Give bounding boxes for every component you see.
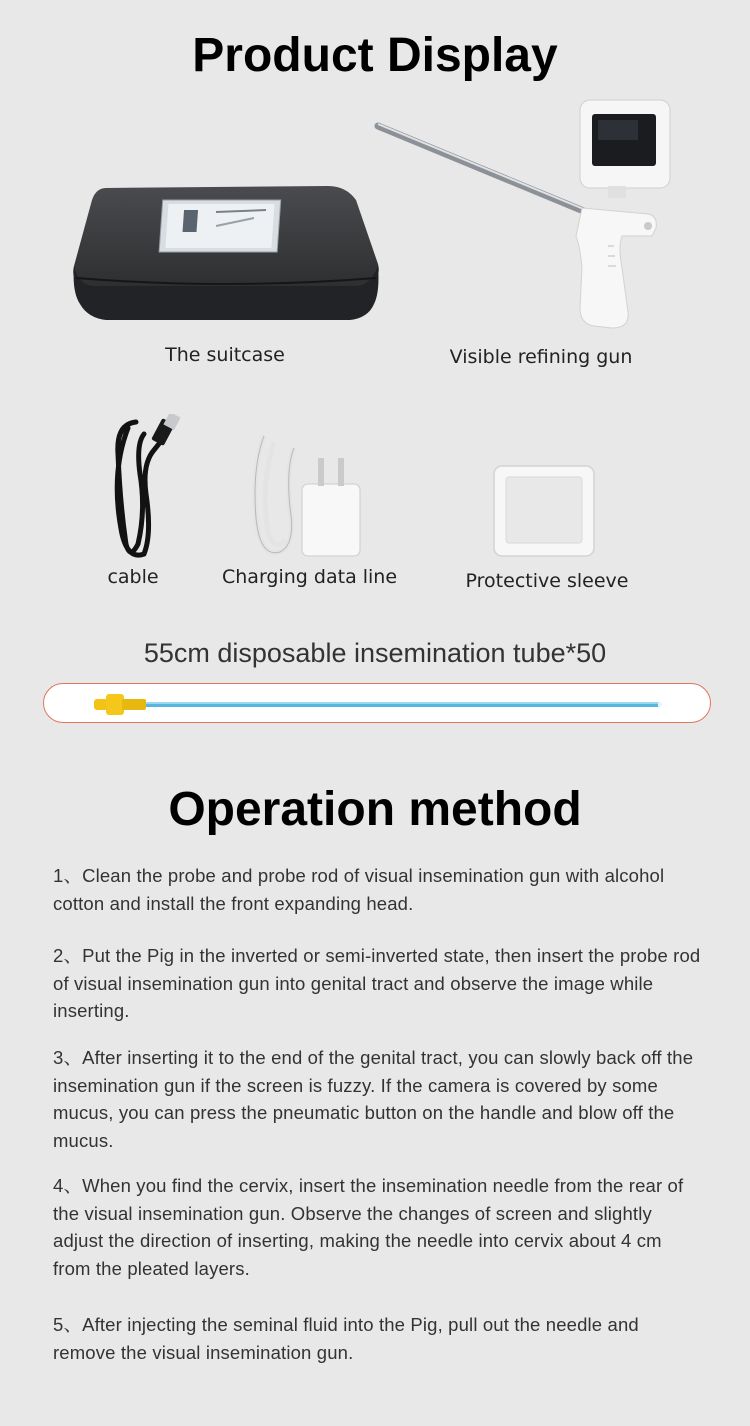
protective-sleeve-image [492, 464, 596, 558]
product-display-title: Product Display [192, 29, 558, 82]
suitcase-caption: The suitcase [165, 344, 285, 366]
usb-cable-image [106, 414, 186, 562]
gun-caption: Visible refining gun [449, 346, 633, 368]
step-1: 1、Clean the probe and probe rod of visual insemination gun with alcohol cotton and install the front expanding head. [53, 865, 665, 914]
insemination-tube-image [92, 690, 668, 720]
cable-caption: cable [107, 566, 159, 588]
charger-image [246, 428, 364, 560]
step-3: 3、After inserting it to the end of the genital tract, you can slowly back off the insemination gun if the screen is fuzzy. If the camera is covered by some mucus, you can press the pneumatic button on the handle and blow off the mucus. [53, 1047, 694, 1151]
operation-title: Operation method [168, 783, 582, 836]
step-4: 4、When you find the cervix, insert the insemination needle from the rear of the visual insemination gun. Observe the changes of screen and slightly adjust the direction of inserting, making the needle into cervix about 4 cm from the pleated layers. [53, 1175, 684, 1279]
step-5: 5、After injecting the seminal fluid into the Pig, pull out the needle and remove the visual insemination gun. [53, 1314, 639, 1363]
insemination-gun-image [372, 96, 674, 334]
charging-caption: Charging data line [222, 566, 398, 588]
step-2: 2、Put the Pig in the inverted or semi-inverted state, then insert the probe rod of visual insemination gun into genital tract and observe the image while inserting. [53, 945, 701, 1021]
sleeve-caption: Protective sleeve [465, 570, 629, 592]
tube-title: 55cm disposable insemination tube*50 [143, 638, 607, 668]
suitcase-image [66, 182, 384, 330]
